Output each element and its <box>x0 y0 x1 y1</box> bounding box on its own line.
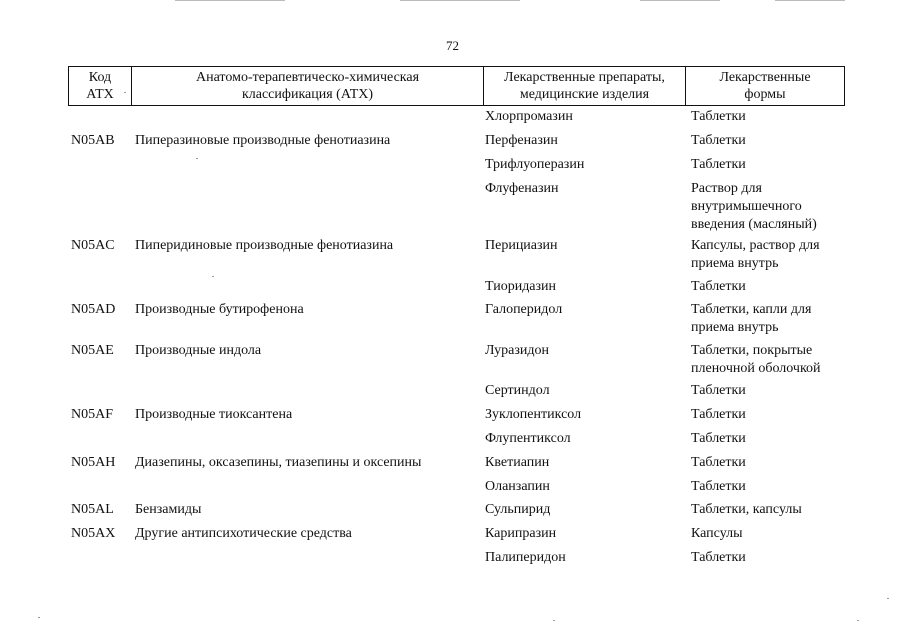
header-code: Код АТХ <box>69 67 132 105</box>
header-classification: Анатомо-терапевтическо-химическая классификация (АТХ) <box>132 67 484 105</box>
atc-classification: Пиперидиновые производные фенотиазина <box>135 238 394 253</box>
scan-speck <box>196 158 198 159</box>
dosage-form: Таблетки <box>691 383 746 398</box>
dosage-form: Таблетки, капсулы <box>691 502 802 517</box>
dosage-form: Таблетки <box>691 550 746 565</box>
atc-code <box>0 549 135 573</box>
drug-name: Луразидон <box>485 343 549 358</box>
table-row <box>0 156 905 180</box>
table-row <box>0 278 905 301</box>
table-row <box>0 454 905 478</box>
atc-classification: Другие антипсихотические средства <box>135 526 352 541</box>
drug-name: Флуфеназин <box>485 181 559 196</box>
scan-speck <box>887 598 889 599</box>
dosage-form: Таблетки <box>691 109 746 124</box>
atc-classification <box>135 108 485 132</box>
dosage-form: Таблетки <box>691 133 746 148</box>
atc-classification <box>135 549 485 573</box>
atc-classification <box>135 156 485 180</box>
atc-classification: Бензамиды <box>135 502 202 517</box>
atc-code <box>0 430 135 454</box>
table-row <box>0 237 905 278</box>
drug-name: Перфеназин <box>485 133 558 148</box>
atc-code: N05AE <box>71 343 114 358</box>
atc-code <box>0 156 135 180</box>
scan-speck <box>212 276 214 277</box>
scan-speck <box>38 617 40 618</box>
atc-classification: Диазепины, оксазепины, тиазепины и оксепины <box>135 455 422 470</box>
drug-name: Сертиндол <box>485 383 550 398</box>
header-forms: Лекарственные формы <box>719 70 811 102</box>
drug-name: Хлорпромазин <box>485 109 573 124</box>
dosage-form: Капсулы <box>691 526 743 541</box>
table-row <box>0 382 905 406</box>
atc-code <box>0 180 135 237</box>
drug-name: Перициазин <box>485 238 558 253</box>
dosage-form: Таблетки, капли для приема внутрь <box>691 302 812 335</box>
atc-code: N05AC <box>71 238 115 253</box>
atc-classification: Производные индола <box>135 343 262 358</box>
table-row <box>0 108 905 132</box>
table-row <box>0 525 905 549</box>
atc-classification: Пиперазиновые производные фенотиазина <box>135 133 391 148</box>
table-body <box>0 108 905 573</box>
atc-code <box>0 478 135 501</box>
scan-artifact-line <box>640 0 720 1</box>
drug-name: Оланзапин <box>485 479 550 494</box>
dosage-form: Капсулы, раствор для приема внутрь <box>691 238 820 271</box>
dosage-form: Таблетки <box>691 279 746 294</box>
drug-name: Флупентиксол <box>485 431 571 446</box>
scan-artifact-line <box>775 0 845 1</box>
table-row <box>0 478 905 501</box>
scan-speck <box>857 620 859 621</box>
atc-classification <box>135 180 485 237</box>
atc-code: N05AD <box>71 302 116 317</box>
drug-name: Карипразин <box>485 526 557 541</box>
atc-code: N05AF <box>71 407 114 422</box>
drug-name: Сульпирид <box>485 502 551 517</box>
drug-name: Палиперидон <box>485 550 566 565</box>
drug-name: Зуклопентиксол <box>485 407 582 422</box>
atc-classification <box>135 278 485 301</box>
atc-code: N05AH <box>71 455 116 470</box>
table-row <box>0 549 905 573</box>
atc-code <box>0 382 135 406</box>
dosage-form: Таблетки <box>691 157 746 172</box>
atc-classification <box>135 382 485 406</box>
table-row <box>0 501 905 525</box>
dosage-form: Таблетки <box>691 407 746 422</box>
atc-code: N05AL <box>71 502 114 517</box>
table-row <box>0 406 905 430</box>
drug-name: Тиоридазин <box>485 279 557 294</box>
drug-name: Трифлуоперазин <box>485 157 585 172</box>
dosage-form: Таблетки <box>691 479 746 494</box>
atc-classification <box>135 478 485 501</box>
atc-classification: Производные тиоксантена <box>135 407 293 422</box>
header-drugs: Лекарственные препараты, медицинские изделия <box>484 67 686 105</box>
atc-code: N05AX <box>71 526 116 541</box>
drug-name: Кветиапин <box>485 455 550 470</box>
atc-code <box>0 108 135 132</box>
table-header <box>68 66 845 106</box>
table-row <box>0 430 905 454</box>
scan-speck <box>124 92 126 93</box>
table-row <box>0 342 905 382</box>
dosage-form: Таблетки <box>691 455 746 470</box>
table-row <box>0 301 905 342</box>
atc-classification: Производные бутирофенона <box>135 302 304 317</box>
atc-code <box>0 278 135 301</box>
dosage-form: Раствор для внутримышечного введения (масляный) <box>691 181 817 232</box>
table-row <box>0 180 905 237</box>
scan-speck <box>553 620 555 621</box>
table-row <box>0 132 905 156</box>
scan-artifact-line <box>400 0 520 1</box>
page-number: 72 <box>446 38 459 53</box>
drug-name: Галоперидол <box>485 302 563 317</box>
atc-classification <box>135 430 485 454</box>
atc-code: N05AB <box>71 133 115 148</box>
dosage-form: Таблетки <box>691 431 746 446</box>
dosage-form: Таблетки, покрытые пленочной оболочкой <box>691 343 821 376</box>
scan-artifact-line <box>175 0 285 1</box>
